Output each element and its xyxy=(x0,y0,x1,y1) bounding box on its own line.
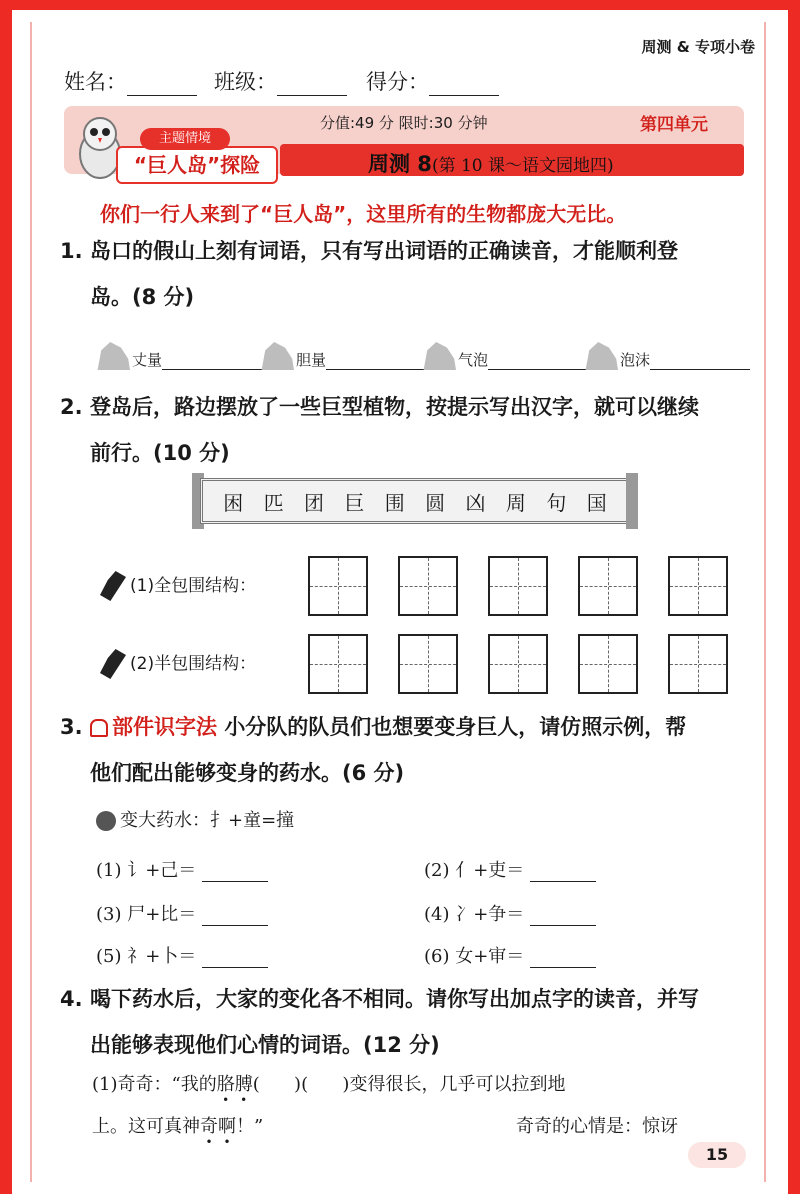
writing-cell[interactable] xyxy=(308,556,368,616)
char: 团 xyxy=(303,490,324,515)
writing-cell[interactable] xyxy=(488,556,548,616)
half-enclosure-row: (2)半包围结构： xyxy=(100,634,758,694)
series-title: 周测 & 专项小卷 xyxy=(641,38,755,56)
plant-icon xyxy=(100,649,126,679)
radical-item[interactable]: (1) 讠+己＝ xyxy=(96,856,268,882)
char: 国 xyxy=(586,490,607,515)
right-margin-line xyxy=(764,22,766,1182)
mood-answer: 奇奇的心情是：惊讶 xyxy=(516,1116,678,1137)
example: 变大药水：扌+童=撞 xyxy=(96,806,294,832)
writing-cell[interactable] xyxy=(578,634,638,694)
weekly-title: 周测 8(第 10 课～语文园地四) xyxy=(368,152,614,176)
char: 困 xyxy=(223,490,244,515)
story-intro: 你们一行人来到了“巨人岛”，这里所有的生物都庞大无比。 xyxy=(100,202,627,226)
theme-tag: 主题情境 xyxy=(140,128,230,150)
question-3: 3. 部件识字法 小分队的队员们也想要变身巨人，请仿照示例，帮 他们配出能够变身的药水。(6 分) xyxy=(60,715,687,785)
theme-title: “巨人岛”探险 xyxy=(116,146,278,184)
rock-icon xyxy=(258,342,294,370)
writing-cell[interactable] xyxy=(398,556,458,616)
bell-icon xyxy=(90,719,108,737)
char: 围 xyxy=(384,490,405,515)
writing-cell[interactable] xyxy=(668,634,728,694)
class-field[interactable]: 班级： xyxy=(214,66,347,96)
pinyin-blanks[interactable]: ( )( ) xyxy=(252,1074,350,1095)
plant-icon xyxy=(100,571,126,601)
rock-icon xyxy=(94,342,130,370)
word-item[interactable]: 丈量 xyxy=(94,342,262,370)
radical-item[interactable]: (6) 女+审＝ xyxy=(424,942,596,968)
writing-cell[interactable] xyxy=(488,634,548,694)
unit-label: 第四单元 xyxy=(640,115,708,135)
char: 圆 xyxy=(425,490,446,515)
word-item[interactable]: 气泡 xyxy=(420,342,588,370)
char: 凶 xyxy=(465,490,486,515)
writing-cell[interactable] xyxy=(398,634,458,694)
rock-icon xyxy=(420,342,456,370)
score-field[interactable]: 得分： xyxy=(366,66,499,96)
character-scroll xyxy=(200,478,630,524)
sub-question-1-line2: 上。这可真神奇啊！” xyxy=(92,1116,264,1137)
question-1: 1. 岛口的假山上刻有词语，只有写出词语的正确读音，才能顺利登 岛。(8 分) xyxy=(60,239,678,309)
char: 句 xyxy=(546,490,567,515)
potion-icon xyxy=(96,811,116,831)
writing-cell[interactable] xyxy=(308,634,368,694)
question-2: 2. 登岛后，路边摆放了一些巨型植物，按提示写出汉字，就可以继续 前行。(10 分) xyxy=(60,395,699,465)
radical-item[interactable]: (2) 亻+吏＝ xyxy=(424,856,596,882)
char: 周 xyxy=(505,490,526,515)
page-number: 15 xyxy=(688,1142,746,1168)
question-4: 4. 喝下药水后，大家的变化各不相同。请你写出加点字的读音，并写 出能够表现他们心情的词语。(12 分) xyxy=(60,987,699,1057)
word-item[interactable]: 泡沫 xyxy=(582,342,750,370)
writing-cell[interactable] xyxy=(578,556,638,616)
sub-question-1: (1)奇奇：“我的胳膊( )( )变得很长，几乎可以拉到地 xyxy=(92,1074,566,1095)
radical-item[interactable]: (5) 礻+卜＝ xyxy=(96,942,268,968)
radical-item[interactable]: (4) 冫+争＝ xyxy=(424,900,596,926)
full-enclosure-row: (1)全包围结构： xyxy=(100,556,758,616)
score-time-info: 分值:49 分 限时:30 分钟 xyxy=(320,114,488,132)
writing-cell[interactable] xyxy=(668,556,728,616)
word-item[interactable]: 胆量 xyxy=(258,342,426,370)
scroll-end-right xyxy=(626,473,638,529)
name-field[interactable]: 姓名： xyxy=(64,66,197,96)
char: 巨 xyxy=(344,490,365,515)
radical-item[interactable]: (3) 尸+比＝ xyxy=(96,900,268,926)
char: 匹 xyxy=(263,490,284,515)
left-margin-line xyxy=(30,22,32,1182)
rock-icon xyxy=(582,342,618,370)
